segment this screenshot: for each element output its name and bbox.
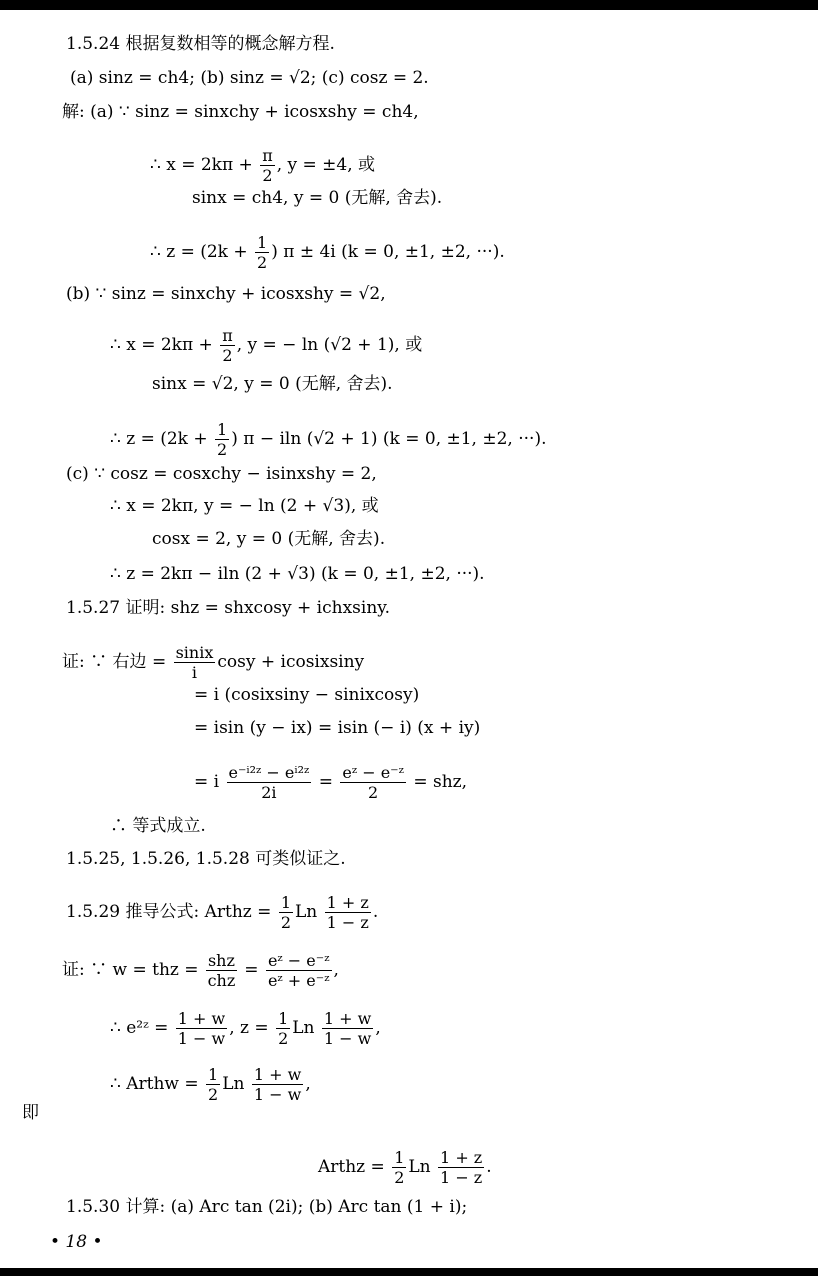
fraction: $\frac{1 + w}{1 - w}$ [323,1009,372,1048]
fraction: $\frac{1 + z}{1 - z}$ [440,1148,483,1187]
proof-1-5-29-line3: ∴ Arthw = $\frac{1}{2}$ Ln $\frac{1 + w}{1 - w}$ , [110,1065,311,1104]
fraction: $\frac{1}{2}$ [217,420,228,459]
problem-1-5-29-title: 1.5.29 推导公式: Arthz = $\frac{1}{2}$ Ln $\frac{1 + z}{1 - z}$ . [66,893,379,932]
final-formula: Arthz = $\frac{1}{2}$ Ln $\frac{1 + z}{1 - z}$ . [318,1148,492,1187]
fraction: $\frac{\text{eᶻ − e⁻ᶻ}}{2}$ [342,763,404,802]
solution-a-line3: sinx = ch4, y = 0 (无解, 舍去). [192,188,443,208]
fraction: $\frac{\text{e⁻ⁱ²ᶻ − eⁱ²ᶻ}}{2i}$ [228,763,310,802]
problem-1-5-27-title: 1.5.27 证明: shz = shxcosy + ichxsiny. [66,598,391,618]
solution-c-line1: (c) ∵ cosz = cosxchy − isinxshy = 2, [66,464,377,484]
fraction: $\frac{1}{2}$ [280,893,291,932]
solution-c-line3: cosx = 2, y = 0 (无解, 舍去). [152,529,386,549]
proof-1-5-27-line2: = i (cosixsiny − sinixcosy) [194,685,420,705]
fraction: $\frac{\text{shz}}{\text{chz}}$ [207,951,236,990]
bottom-border [0,1268,818,1276]
fraction: $\frac{\pi}{2}$ [222,326,233,365]
fraction: $\frac{\pi}{2}$ [262,146,273,185]
solution-a-result: ∴ z = (2k + $\frac{1}{2}$ ) π ± 4i (k = 0, ±1, ±2, ···). [150,233,505,272]
proof-1-5-27-line1: 证: ∵ 右边 = $\frac{\text{sinix}}{i}$ cosy + icosixsiny [62,643,365,682]
solution-b-line2: ∴ x = 2kπ + $\frac{\pi}{2}$ , y = − ln (√2 + 1), 或 [110,326,423,365]
problem-1-5-24-parts: (a) sinz = ch4; (b) sinz = √2; (c) cosz = 2. [70,68,429,88]
proof-1-5-27-conclusion: ∴ 等式成立. [110,816,206,836]
page-number: • 18 • [50,1232,103,1252]
fraction: $\frac{\text{eᶻ − e⁻ᶻ}}{\text{eᶻ + e⁻ᶻ}}$ [267,951,330,990]
fraction: $\frac{1}{2}$ [257,233,268,272]
solution-c-result: ∴ z = 2kπ − iln (2 + √3) (k = 0, ±1, ±2, ···). [110,564,485,584]
proof-1-5-29-line2: ∴ e²ᶻ = $\frac{1 + w}{1 - w}$ , z = $\frac{1}{2}$ Ln $\frac{1 + w}{1 - w}$ , [110,1009,381,1048]
fraction: $\frac{1 + z}{1 - z}$ [326,893,369,932]
proof-1-5-27-line3: = isin (y − ix) = isin (− i) (x + iy) [194,718,481,738]
fraction: $\frac{1 + w}{1 - w}$ [253,1065,302,1104]
problem-1-5-24-title: 1.5.24 根据复数相等的概念解方程. [66,34,335,54]
proof-1-5-27-line4: = i $\frac{\text{e⁻ⁱ²ᶻ − eⁱ²ᶻ}}{2i}$ = $\frac{\text{eᶻ − e⁻ᶻ}}{2}$ = shz, [194,763,468,802]
top-border [0,0,818,10]
solution-b-line1: (b) ∵ sinz = sinxchy + icosxshy = √2, [66,284,386,304]
problem-1-5-30-title: 1.5.30 计算: (a) Arc tan (2i); (b) Arc tan (1 + i); [66,1197,468,1217]
fraction: $\frac{1 + w}{1 - w}$ [177,1009,226,1048]
fraction: $\frac{1}{2}$ [208,1065,219,1104]
similar-proofs-note: 1.5.25, 1.5.26, 1.5.28 可类似证之. [66,849,346,869]
fraction: $\frac{\text{sinix}}{i}$ [175,643,214,682]
solution-b-result: ∴ z = (2k + $\frac{1}{2}$ ) π − iln (√2 + 1) (k = 0, ±1, ±2, ···). [110,420,547,459]
fraction: $\frac{1}{2}$ [394,1148,405,1187]
solution-b-line3: sinx = √2, y = 0 (无解, 舍去). [152,374,393,394]
solution-c-line2: ∴ x = 2kπ, y = − ln (2 + √3), 或 [110,496,379,516]
solution-a-line2: ∴ x = 2kπ + $\frac{\pi}{2}$ , y = ±4, 或 [150,146,376,185]
fraction: $\frac{1}{2}$ [278,1009,289,1048]
proof-1-5-29-line1: 证: ∵ w = thz = $\frac{\text{shz}}{\text{chz}}$ = $\frac{\text{eᶻ − e⁻ᶻ}}{\text{eᶻ + e⁻ᶻ}}$ , [62,951,339,990]
ji-label: 即 [22,1103,39,1123]
solution-a-line1: 解: (a) ∵ sinz = sinxchy + icosxshy = ch4, [62,102,419,122]
